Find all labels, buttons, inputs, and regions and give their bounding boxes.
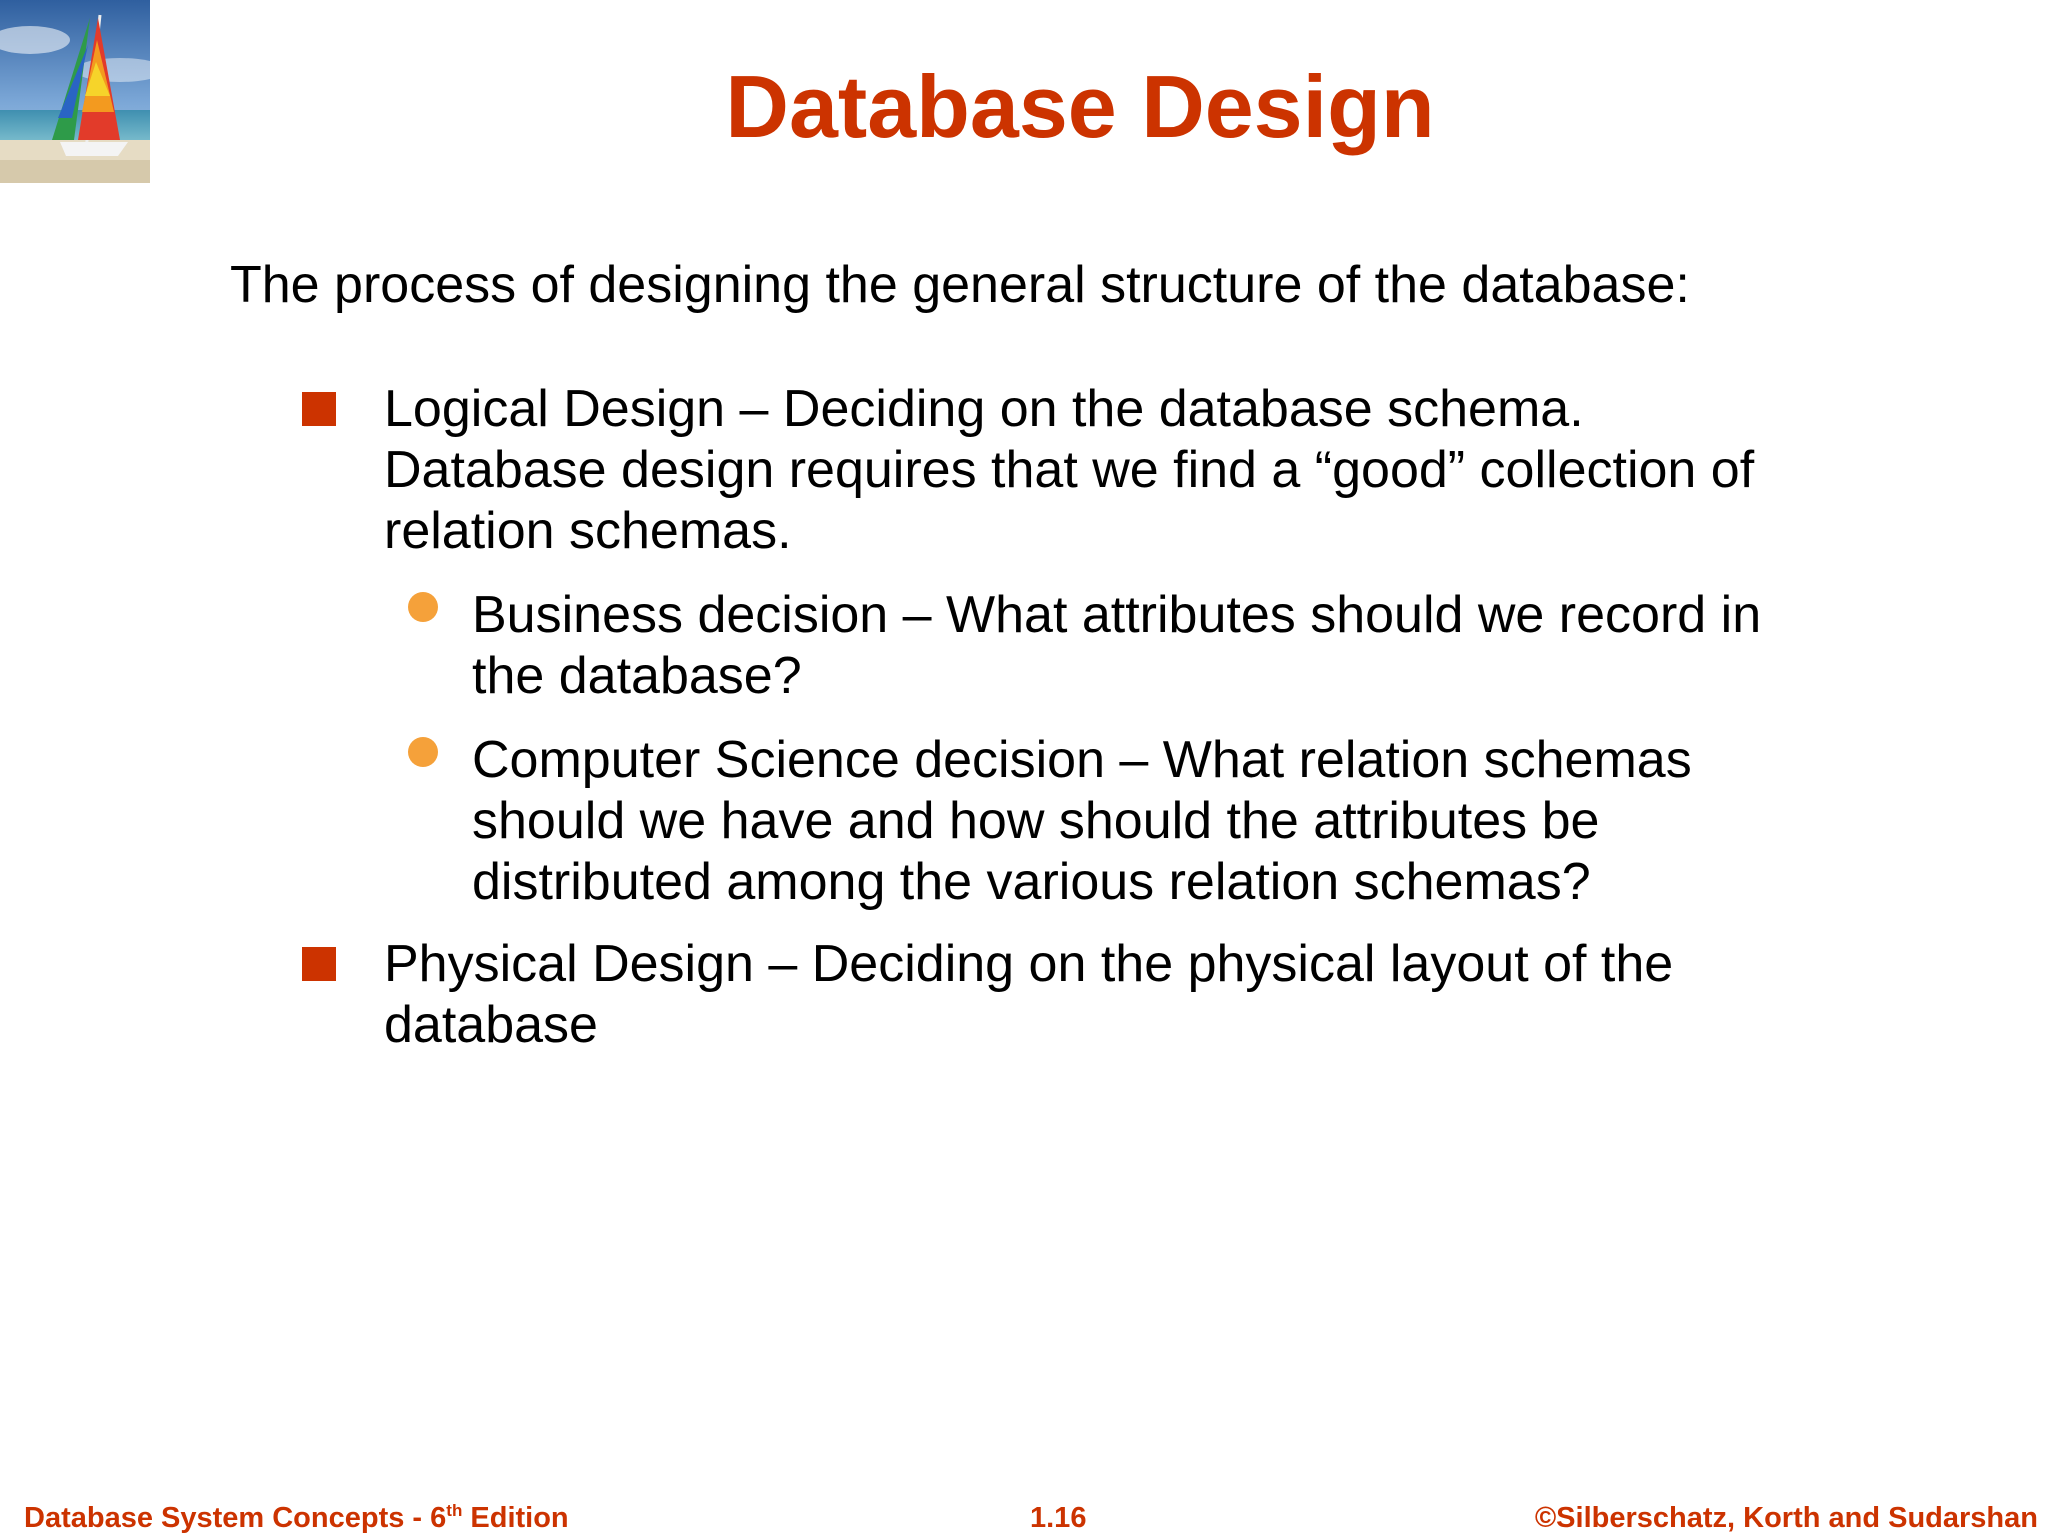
list-item-logical-design — [384, 379, 1754, 562]
sub-list-item-business-decision — [472, 585, 1772, 707]
list-item-line: Database design requires that we find a “good” collection of — [384, 441, 1755, 499]
slide-title: Database Design — [725, 57, 1435, 156]
list-item-line: database — [384, 996, 598, 1054]
footer-book-title — [24, 1500, 569, 1536]
sub-list-item-cs-decision — [472, 730, 1772, 913]
footer-book-suffix: Edition — [462, 1502, 569, 1534]
footer-copyright: ©Silberschatz, Korth and Sudarshan — [1534, 1502, 2038, 1534]
list-item-line: distributed among the various relation schemas? — [472, 853, 1591, 911]
list-item-line: Computer Science decision – What relation schemas — [472, 731, 1692, 789]
circle-bullet-icon — [408, 737, 438, 767]
list-item-line: Physical Design – Deciding on the physical layout of the — [384, 935, 1674, 993]
slide-intro: The process of designing the general structure of the database: — [230, 256, 1690, 314]
footer-book-prefix: Database System Concepts - 6 — [24, 1502, 447, 1534]
square-bullet-icon — [302, 392, 336, 426]
list-item-physical-design — [384, 934, 1754, 1056]
list-item-line: should we have and how should the attributes be — [472, 792, 1600, 850]
sailboat-logo-icon — [0, 0, 150, 183]
list-item-line: Logical Design – Deciding on the database schema. — [384, 380, 1584, 438]
square-bullet-icon — [302, 947, 336, 981]
footer-page-number: 1.16 — [1030, 1502, 1087, 1534]
list-item-line: Business decision – What attributes should we record in — [472, 586, 1762, 644]
footer-book-sup: th — [446, 1501, 463, 1520]
list-item-line: relation schemas. — [384, 502, 792, 560]
list-item-line: the database? — [472, 647, 802, 705]
circle-bullet-icon — [408, 592, 438, 622]
